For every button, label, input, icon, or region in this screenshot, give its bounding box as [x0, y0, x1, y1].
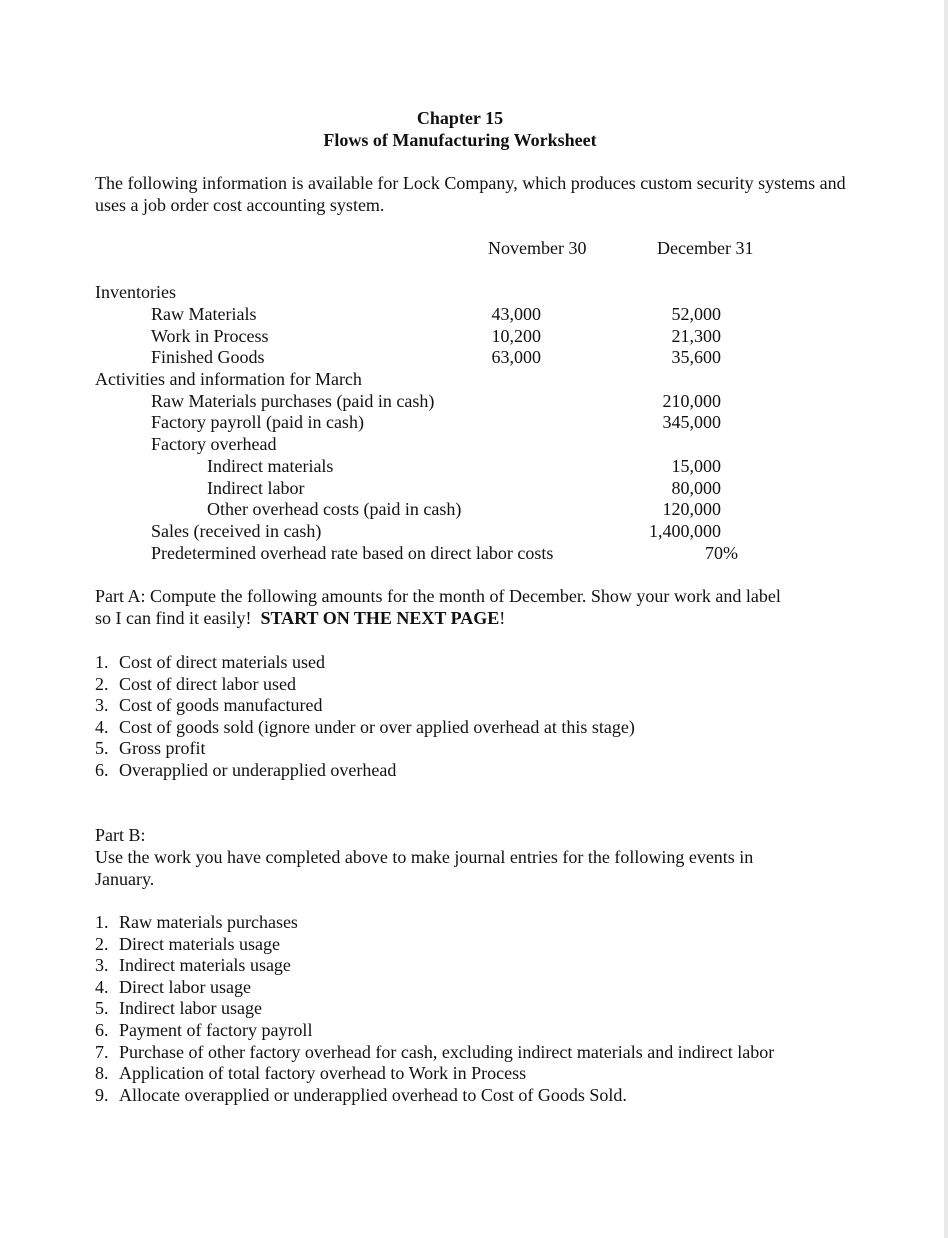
list-item-text: Allocate overapplied or underapplied overhead to Cost of Goods Sold.	[119, 1084, 627, 1105]
list-item	[95, 1020, 774, 1042]
intro-paragraph: The following information is available for Lock Company, which produces custom security systems and uses a job order cost accounting system.	[95, 173, 846, 215]
finished-goods-nov: 63,000	[491, 347, 541, 367]
list-item-text: Overapplied or underapplied overhead	[119, 759, 397, 780]
column-header-december: December 31	[657, 238, 754, 258]
list-item-number: 2.	[95, 933, 109, 954]
list-item	[95, 955, 774, 977]
list-item-text: Cost of direct labor used	[119, 673, 296, 694]
list-item-text: Direct labor usage	[119, 976, 251, 997]
other-overhead-value: 120,000	[662, 499, 721, 519]
list-item	[95, 912, 774, 934]
part-a-instructions-line1: Part A: Compute the following amounts for the month of December. Show your work and label	[95, 586, 781, 606]
list-item-text: Purchase of other factory overhead for cash, excluding indirect materials and indirect labor	[119, 1041, 775, 1062]
list-item-text: Cost of direct materials used	[119, 652, 325, 672]
page-title: Flows of Manufacturing Worksheet	[323, 130, 597, 150]
list-item-number: 4.	[95, 976, 109, 997]
list-item	[95, 695, 635, 717]
indirect-materials-label: Indirect materials	[207, 456, 334, 476]
sales-value: 1,400,000	[649, 521, 721, 541]
list-item	[95, 674, 635, 696]
factory-overhead-label: Factory overhead	[151, 434, 277, 454]
list-item	[95, 738, 635, 760]
overhead-rate-value: 70%	[705, 543, 738, 563]
indirect-materials-value: 15,000	[671, 456, 721, 476]
chapter-heading: Chapter 15	[416, 108, 504, 128]
part-a-exclamation: !	[499, 608, 506, 628]
list-item	[95, 977, 774, 999]
part-b-heading: Part B:	[95, 825, 146, 845]
factory-payroll-value: 345,000	[662, 412, 721, 432]
list-item-number: 5.	[95, 738, 109, 759]
list-item-number: 4.	[95, 716, 109, 737]
part-b-instructions: Use the work you have completed above to make journal entries for the following events in January.	[95, 847, 754, 889]
rm-purchases-value: 210,000	[662, 391, 721, 411]
list-item-text: Direct materials usage	[119, 933, 280, 954]
finished-goods-label: Finished Goods	[151, 347, 265, 367]
list-item	[95, 934, 774, 956]
indirect-labor-label: Indirect labor	[207, 478, 305, 498]
list-item	[95, 1063, 774, 1085]
list-item-text: Indirect labor usage	[119, 998, 262, 1019]
list-item-number: 3.	[95, 955, 109, 976]
factory-payroll-label: Factory payroll (paid in cash)	[151, 412, 364, 432]
sales-label: Sales (received in cash)	[151, 521, 322, 541]
part-a-instructions-text: so I can find it easily!	[95, 608, 252, 628]
list-item-number: 6.	[95, 1019, 109, 1040]
list-item-number: 8.	[95, 1063, 109, 1084]
part-a-list	[95, 652, 635, 782]
list-item-number: 3.	[95, 695, 109, 716]
raw-materials-label: Raw Materials	[151, 304, 257, 324]
list-item-number: 6.	[95, 759, 109, 780]
list-item-number: 1.	[95, 652, 109, 672]
column-header-november: November 30	[488, 238, 587, 258]
finished-goods-dec: 35,600	[671, 347, 721, 367]
list-item	[95, 760, 635, 782]
work-in-process-nov: 10,200	[491, 326, 541, 346]
overhead-rate-label: Predetermined overhead rate based on direct labor costs	[151, 543, 554, 563]
raw-materials-nov: 43,000	[491, 304, 541, 324]
work-in-process-label: Work in Process	[151, 326, 269, 346]
list-item	[95, 998, 774, 1020]
list-item-number: 9.	[95, 1084, 109, 1105]
work-in-process-dec: 21,300	[671, 326, 721, 346]
list-item-text: Cost of goods manufactured	[119, 695, 323, 716]
list-item-text: Cost of goods sold (ignore under or over applied overhead at this stage)	[119, 716, 635, 737]
rm-purchases-label: Raw Materials purchases (paid in cash)	[151, 391, 435, 411]
list-item-number: 1.	[95, 912, 109, 932]
other-overhead-label: Other overhead costs (paid in cash)	[207, 499, 462, 519]
list-item-number: 2.	[95, 673, 109, 694]
list-item-text: Payment of factory payroll	[119, 1019, 313, 1040]
list-item	[95, 717, 635, 739]
list-item-text: Application of total factory overhead to Work in Process	[119, 1063, 527, 1084]
list-item	[95, 1042, 774, 1064]
inventories-label: Inventories	[95, 282, 176, 302]
list-item-text: Gross profit	[119, 738, 206, 759]
activities-label: Activities and information for March	[95, 369, 362, 389]
raw-materials-dec: 52,000	[671, 304, 721, 324]
part-a-instructions-line2	[95, 608, 505, 630]
start-next-page-emphasis: START ON THE NEXT PAGE	[260, 608, 500, 628]
list-item-text: Indirect materials usage	[119, 955, 291, 976]
list-item	[95, 1085, 774, 1107]
list-item-number: 5.	[95, 998, 109, 1019]
list-item	[95, 652, 635, 674]
list-item-text: Raw materials purchases	[119, 912, 298, 932]
part-b-list	[95, 912, 774, 1106]
indirect-labor-value: 80,000	[671, 478, 721, 498]
list-item-number: 7.	[95, 1041, 109, 1062]
scan-edge	[944, 0, 948, 1238]
